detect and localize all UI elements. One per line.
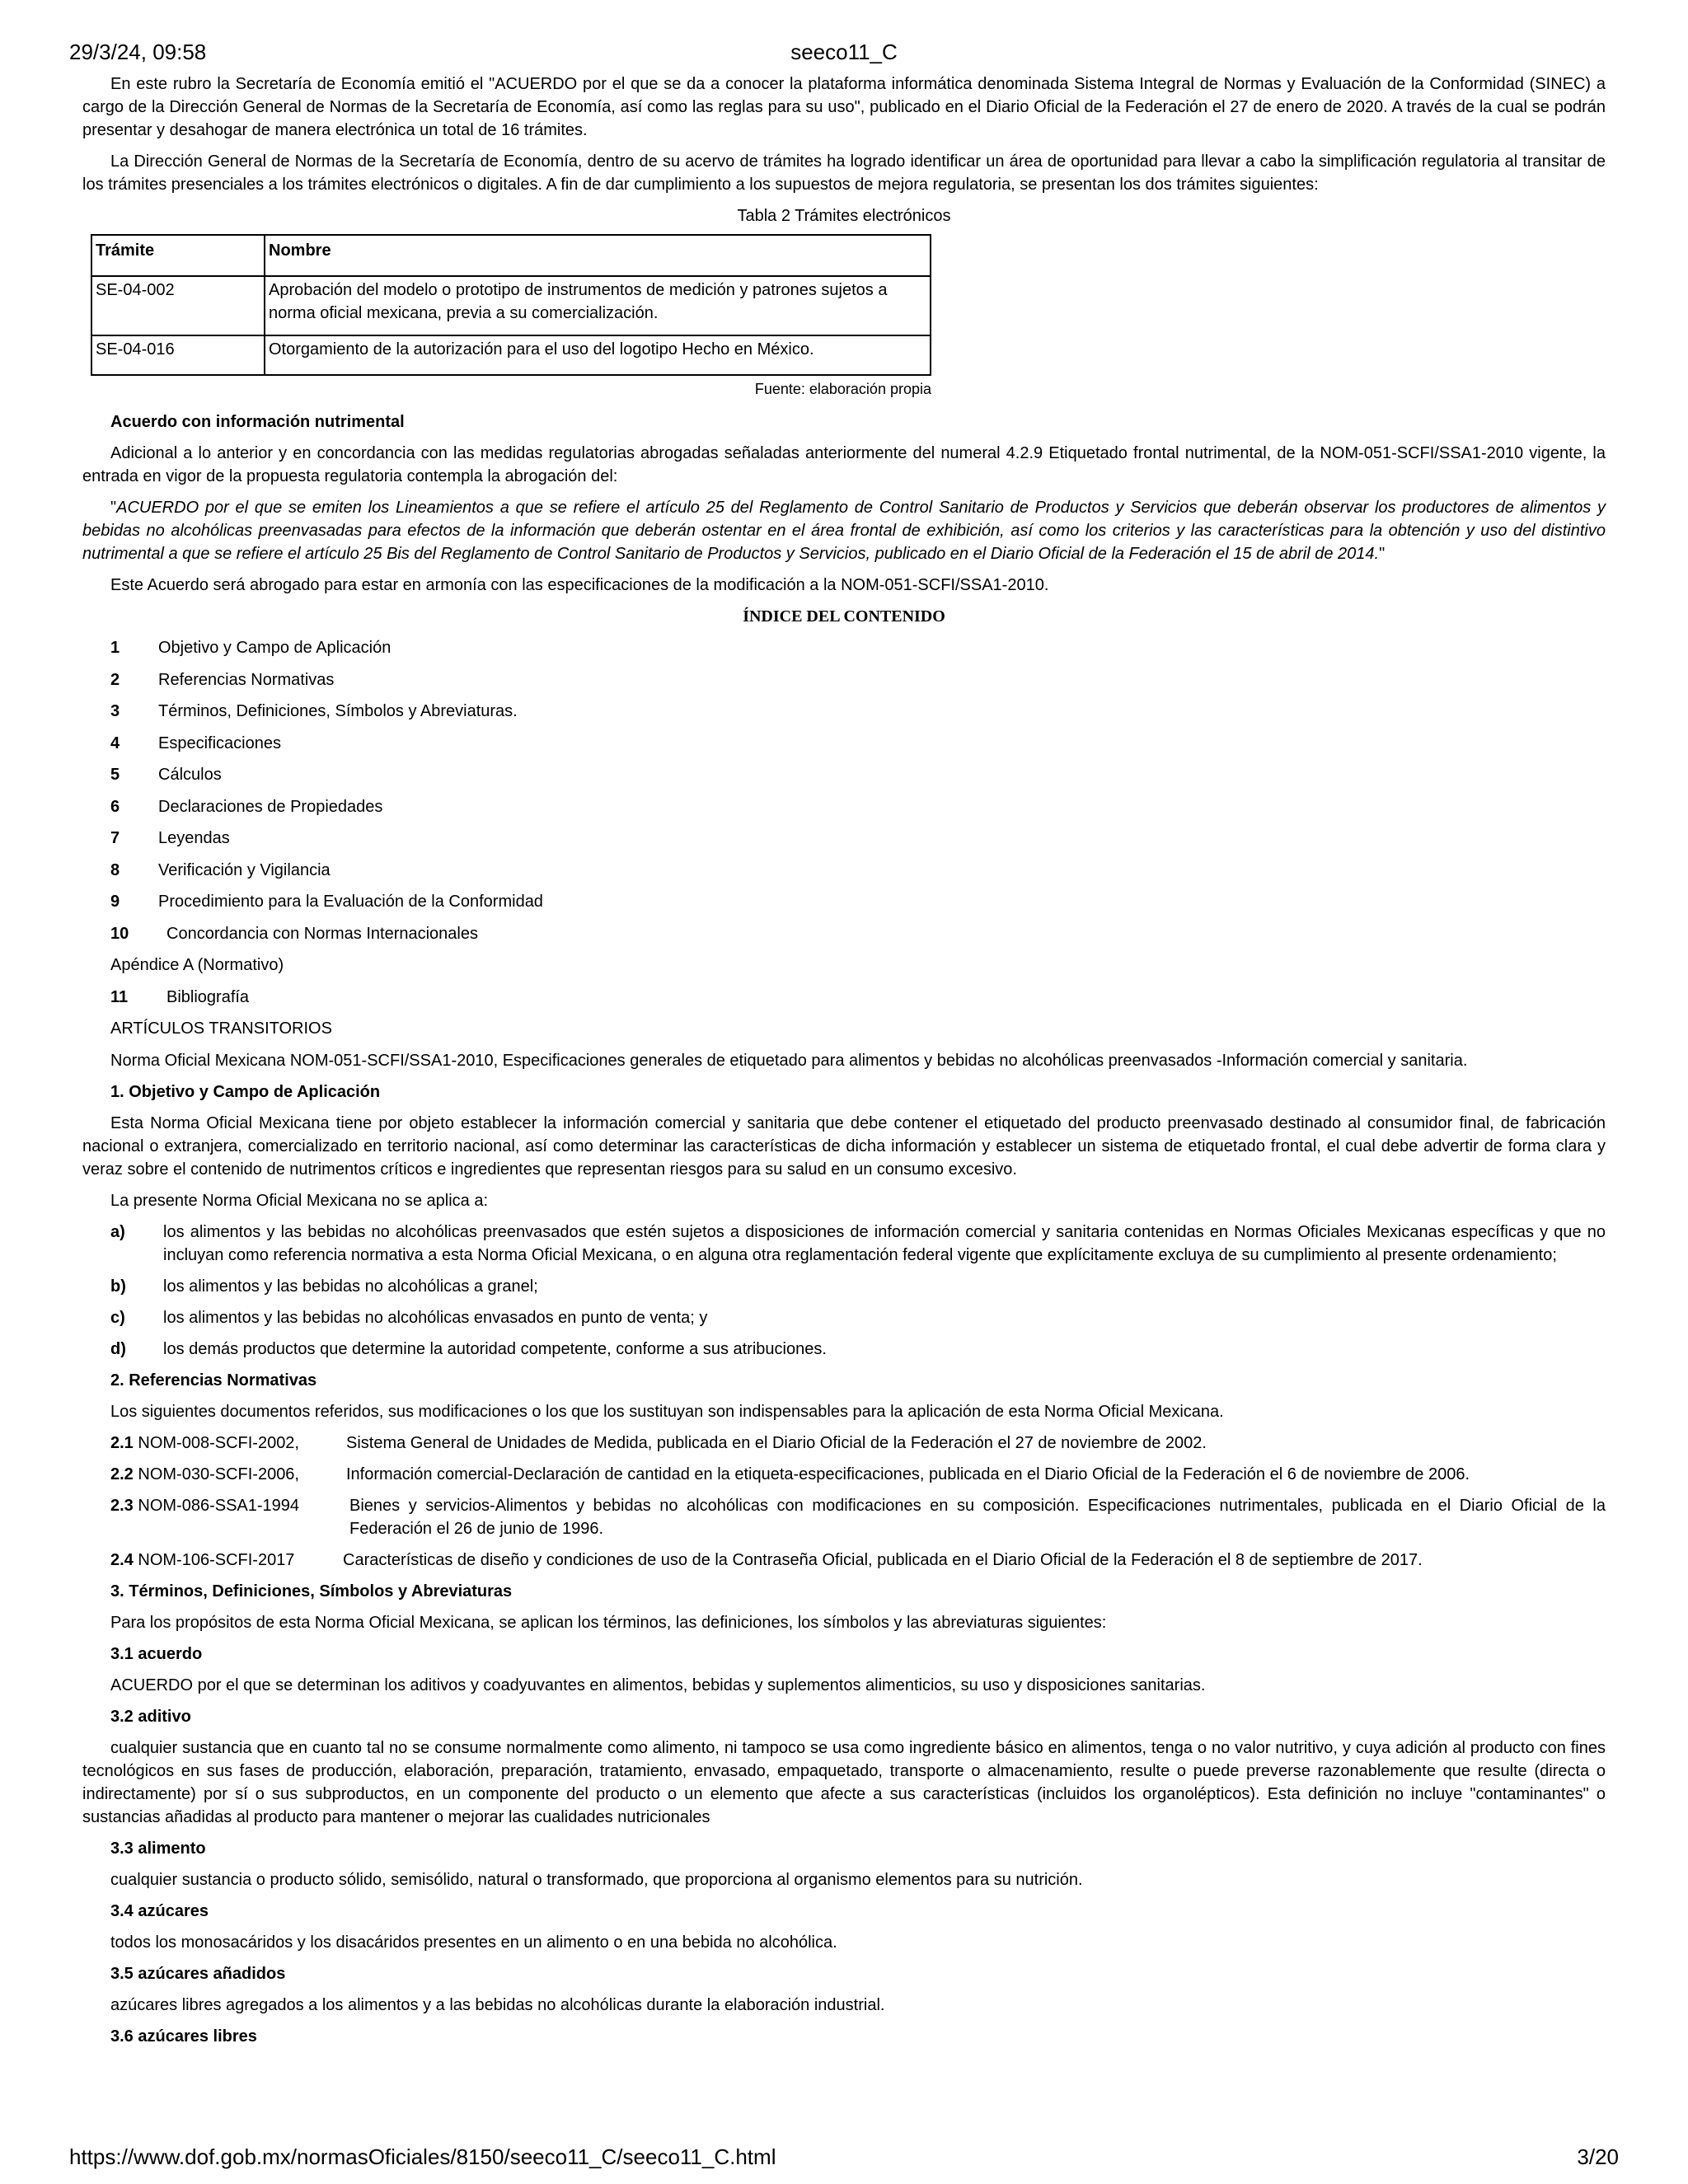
index-label: Referencias Normativas <box>158 670 335 689</box>
reference-item <box>110 1549 1606 1572</box>
section-heading: 3. Términos, Definiciones, Símbolos y Abreviaturas <box>110 1582 513 1601</box>
paragraph-simplificacion: La Dirección General de Normas de la Secretaría de Economía, dentro de su acervo de trámites ha logrado identificar un área de oportunidad para llevar a cabo la simplificación regulatoria al transitar de los trámites presenciales a los trámites electrónicos o digitales. A fin de dar cumplimiento a los supuestos de mejora regulatoria, se presentan los dos trámites siguientes: <box>82 152 1606 194</box>
index-item <box>110 986 1606 1009</box>
paragraph-no-aplica: La presente Norma Oficial Mexicana no se aplica a: <box>110 1191 489 1210</box>
page-title: seeco11_C <box>790 40 898 64</box>
index-item <box>110 668 1606 691</box>
tramites-table <box>91 234 931 376</box>
index-number: 4 <box>110 733 120 752</box>
page-number: 3/20 <box>1577 2144 1619 2169</box>
index-number: 5 <box>110 766 120 784</box>
index-label: Términos, Definiciones, Símbolos y Abreviaturas. <box>158 702 518 720</box>
reference-item <box>110 1494 1606 1540</box>
reference-number: 2.1 <box>110 1433 134 1452</box>
definition-term: 3.1 acuerdo <box>110 1644 203 1663</box>
list-item <box>110 1306 1606 1329</box>
quote-mark: " <box>1379 545 1386 563</box>
index-list <box>82 636 1606 1040</box>
reference-text: Bienes y servicios-Alimentos y bebidas no alcohólicas con modificaciones en su composición. Especificaciones nutrimentales, publicada en el Diario Oficial de la Federación el 26 de junio de 1996. <box>349 1496 1606 1538</box>
list-text: los alimentos y las bebidas no alcohólicas a granel; <box>163 1277 538 1296</box>
reference-text: Sistema General de Unidades de Medida, publicada en el Diario Oficial de la Federación el 27 de noviembre de 2002. <box>346 1433 1207 1452</box>
definition-term: 3.2 aditivo <box>110 1707 191 1726</box>
index-title: ÍNDICE DEL CONTENIDO <box>743 607 945 626</box>
section-heading: 1. Objetivo y Campo de Aplicación <box>110 1082 381 1101</box>
reference-code <box>110 1494 349 1540</box>
index-appendix: Apéndice A (Normativo) <box>110 956 284 974</box>
reference-code <box>110 1432 346 1455</box>
reference-number: 2.3 <box>110 1496 134 1515</box>
heading-acuerdo-nutrimental: Acuerdo con información nutrimental <box>110 413 405 431</box>
definition-term: 3.4 azúcares <box>110 1901 209 1920</box>
section-heading: 2. Referencias Normativas <box>110 1371 317 1390</box>
list-key: a) <box>110 1222 125 1241</box>
paragraph-objetivo: Esta Norma Oficial Mexicana tiene por objeto establecer la información comercial y sanitaria que debe contener el etiquetado del producto preenvasado destinado al consumidor final, de fabricación nacional o extranjera, comercializado en territorio nacional, así como determinar las características de dicha información y establecer un sistema de etiquetado frontal, el cual debe advertir de forma clara y veraz sobre el contenido de nutrimentos críticos e ingredientes que representan riesgos para su salud en un consumo excesivo. <box>82 1113 1606 1179</box>
index-item <box>110 636 1606 659</box>
paragraph-acuerdo-quote <box>82 496 1606 565</box>
definition-text: todos los monosacáridos y los disacáridos presentes en un alimento o en una bebida no alcohólica. <box>110 1933 837 1952</box>
definition-text: cualquier sustancia que en cuanto tal no se consume normalmente como alimento, ni tampoco se usa como ingrediente básico en alimentos, tenga o no valor nutritivo, y cuya adición al producto con fines tecnológicos en sus fases de producción, elaboración, preparación, tratamiento, envasado, empaquetado, transporte o almacenamiento, resulte o puede preverse razonablemente que resulte (directa o indirectamente) por sí o sus subproductos, en un componente del producto o un elemento que afecte a sus características (incluidos los organolépticos). Esta definición no incluye "contaminantes" o sustancias añadidas al producto para mantener o mejorar las cualidades nutricionales <box>82 1738 1606 1826</box>
reference-code <box>110 1549 343 1572</box>
list-item <box>110 1338 1606 1361</box>
index-item <box>110 827 1606 850</box>
list-text: los alimentos y las bebidas no alcohólicas preenvasados que estén sujetos a disposiciones de información comercial y sanitaria contenidas en Normas Oficiales Mexicanas específicas y que no incluyan como referencia normativa a esta Norma Oficial Mexicana, o en alguna otra reglamentación federal vigente que explícitamente excluya de su cumplimiento al presente ordenamiento; <box>163 1222 1606 1264</box>
list-item <box>110 1221 1606 1267</box>
list-key: b) <box>110 1277 126 1296</box>
paragraph-sinec: En este rubro la Secretaría de Economía emitió el "ACUERDO por el que se da a conocer la plataforma informática denominada Sistema Integral de Normas y Evaluación de la Conformidad (SINEC) a cargo de la Dirección General de Normas de la Secretaría de Economía, así como las reglas para su uso", publicado en el Diario Oficial de la Federación el 27 de enero de 2020. A través de la cual se podrán presentar y desahogar de manera electrónica un total de 16 trámites. <box>82 75 1606 139</box>
list-text: los demás productos que determine la autoridad competente, conforme a sus atribuciones. <box>163 1339 827 1358</box>
reference-nom: NOM-106-SCFI-2017 <box>138 1550 295 1569</box>
document-body <box>82 73 1606 2056</box>
index-label: Objetivo y Campo de Aplicación <box>158 639 392 657</box>
definition-term: 3.3 alimento <box>110 1839 206 1858</box>
index-number: 11 <box>110 987 129 1006</box>
table-caption: Tabla 2 Trámites electrónicos <box>737 207 951 225</box>
reference-nom: NOM-030-SCFI-2006, <box>138 1465 299 1483</box>
index-label: Procedimiento para la Evaluación de la Conformidad <box>158 893 543 911</box>
index-item <box>110 795 1606 818</box>
table-row <box>91 276 931 335</box>
list-item <box>110 1275 1606 1298</box>
index-number: 9 <box>110 893 120 911</box>
table-header-row <box>91 235 931 276</box>
index-item <box>110 922 1606 945</box>
acuerdo-quote-text: ACUERDO por el que se emiten los Lineamientos a que se refiere el artículo 25 del Reglamento de Control Sanitario de Productos y Servicios que deberán observar los productores de alimentos y bebidas no alcohólicas preenvasadas para efectos de la información que deberán ostentar en el área frontal de exhibición, así como los criterios y las características para la obtención y uso del distintivo nutrimental a que se refiere el artículo 25 Bis del Reglamento de Control Sanitario de Productos y Servicios, publicado en el Diario Oficial de la Federación el 15 de abril de 2014. <box>82 499 1606 563</box>
index-label: Verificación y Vigilancia <box>158 860 331 879</box>
definition-text: ACUERDO por el que se determinan los aditivos y coadyuvantes en alimentos, bebidas y suplementos alimenticios, su uso y disposiciones sanitarias. <box>110 1675 1206 1694</box>
paragraph-abrogacion: Adicional a lo anterior y en concordancia con las medidas regulatorias abrogadas señaladas anteriormente del numeral 4.2.9 Etiquetado frontal nutrimental, de la NOM-051-SCFI/SSA1-2010 vigente, la entrada en vigor de la propuesta regulatoria contempla la abrogación del: <box>82 444 1606 485</box>
index-number: 10 <box>110 924 129 943</box>
index-number: 3 <box>110 702 120 720</box>
index-number: 8 <box>110 860 120 879</box>
table-cell-tramite: SE-04-016 <box>91 335 265 375</box>
reference-code <box>110 1463 346 1486</box>
index-item <box>110 890 1606 913</box>
definition-text: azúcares libres agregados a los alimentos y a las bebidas no alcohólicas durante la elaboración industrial. <box>110 1995 885 2014</box>
table-cell-tramite: SE-04-002 <box>91 276 265 335</box>
index-label: Cálculos <box>158 766 222 784</box>
table-header-nombre: Nombre <box>265 235 931 276</box>
index-label: Especificaciones <box>158 733 281 752</box>
reference-item <box>110 1432 1606 1455</box>
page-url-link[interactable]: https://www.dof.gob.mx/normasOficiales/8150/seeco11_C/seeco11_C.html <box>69 2144 776 2169</box>
reference-nom: NOM-086-SSA1-1994 <box>138 1496 300 1515</box>
index-label: Declaraciones de Propiedades <box>158 797 383 816</box>
reference-text: Características de diseño y condiciones de uso de la Contraseña Oficial, publicada en el Diario Oficial de la Federación el 8 de septiembre de 2017. <box>343 1550 1423 1569</box>
index-item <box>110 763 1606 786</box>
reference-text: Información comercial-Declaración de cantidad en la etiqueta-especificaciones, publicada en el Diario Oficial de la Federación el 6 de noviembre de 2006. <box>346 1465 1470 1483</box>
paragraph-terminos-intro: Para los propósitos de esta Norma Oficial Mexicana, se aplican los términos, las definiciones, los símbolos y las abreviaturas siguientes: <box>110 1613 1107 1632</box>
definition-term: 3.5 azúcares añadidos <box>110 1964 286 1983</box>
reference-item <box>110 1463 1606 1486</box>
index-item <box>110 700 1606 723</box>
paragraph-referencias-intro: Los siguientes documentos referidos, sus modificaciones o los que los sustituyan son indispensables para la aplicación de esta Norma Oficial Mexicana. <box>110 1402 1224 1421</box>
table-row <box>91 335 931 375</box>
index-label: Bibliografía <box>166 987 250 1006</box>
index-transitorios: ARTÍCULOS TRANSITORIOS <box>110 1019 332 1038</box>
index-item <box>110 732 1606 755</box>
reference-number: 2.4 <box>110 1550 134 1569</box>
index-number: 7 <box>110 829 120 847</box>
print-date: 29/3/24, 09:58 <box>69 40 207 64</box>
list-key: d) <box>110 1339 126 1358</box>
table-source: Fuente: elaboración propia <box>754 381 931 397</box>
reference-number: 2.2 <box>110 1465 134 1483</box>
table-cell-nombre: Otorgamiento de la autorización para el uso del logotipo Hecho en México. <box>265 335 931 375</box>
definition-term: 3.6 azúcares libres <box>110 2027 257 2046</box>
paragraph-abrogado: Este Acuerdo será abrogado para estar en armonía con las especificaciones de la modificación a la NOM-051-SCFI/SSA1-2010. <box>110 576 1049 594</box>
list-key: c) <box>110 1308 125 1327</box>
table-cell-nombre: Aprobación del modelo o prototipo de instrumentos de medición y patrones sujetos a norma oficial mexicana, previa a su comercialización. <box>265 276 931 335</box>
index-label: Leyendas <box>158 829 230 847</box>
index-number: 6 <box>110 797 120 816</box>
index-number: 1 <box>110 639 120 657</box>
definition-text: cualquier sustancia o producto sólido, semisólido, natural o transformado, que proporciona al organismo elementos para su nutrición. <box>110 1870 1083 1889</box>
reference-nom: NOM-008-SCFI-2002, <box>138 1433 299 1452</box>
list-text: los alimentos y las bebidas no alcohólicas envasados en punto de venta; y <box>163 1308 708 1327</box>
index-number: 2 <box>110 670 120 689</box>
quote-mark: " <box>110 499 117 517</box>
norma-title: Norma Oficial Mexicana NOM-051-SCFI/SSA1-2010, Especificaciones generales de etiquetado para alimentos y bebidas no alcohólicas preenvasados -Información comercial y sanitaria. <box>110 1051 1468 1070</box>
index-item <box>110 859 1606 882</box>
table-header-tramite: Trámite <box>91 235 265 276</box>
index-label: Concordancia con Normas Internacionales <box>166 924 478 943</box>
